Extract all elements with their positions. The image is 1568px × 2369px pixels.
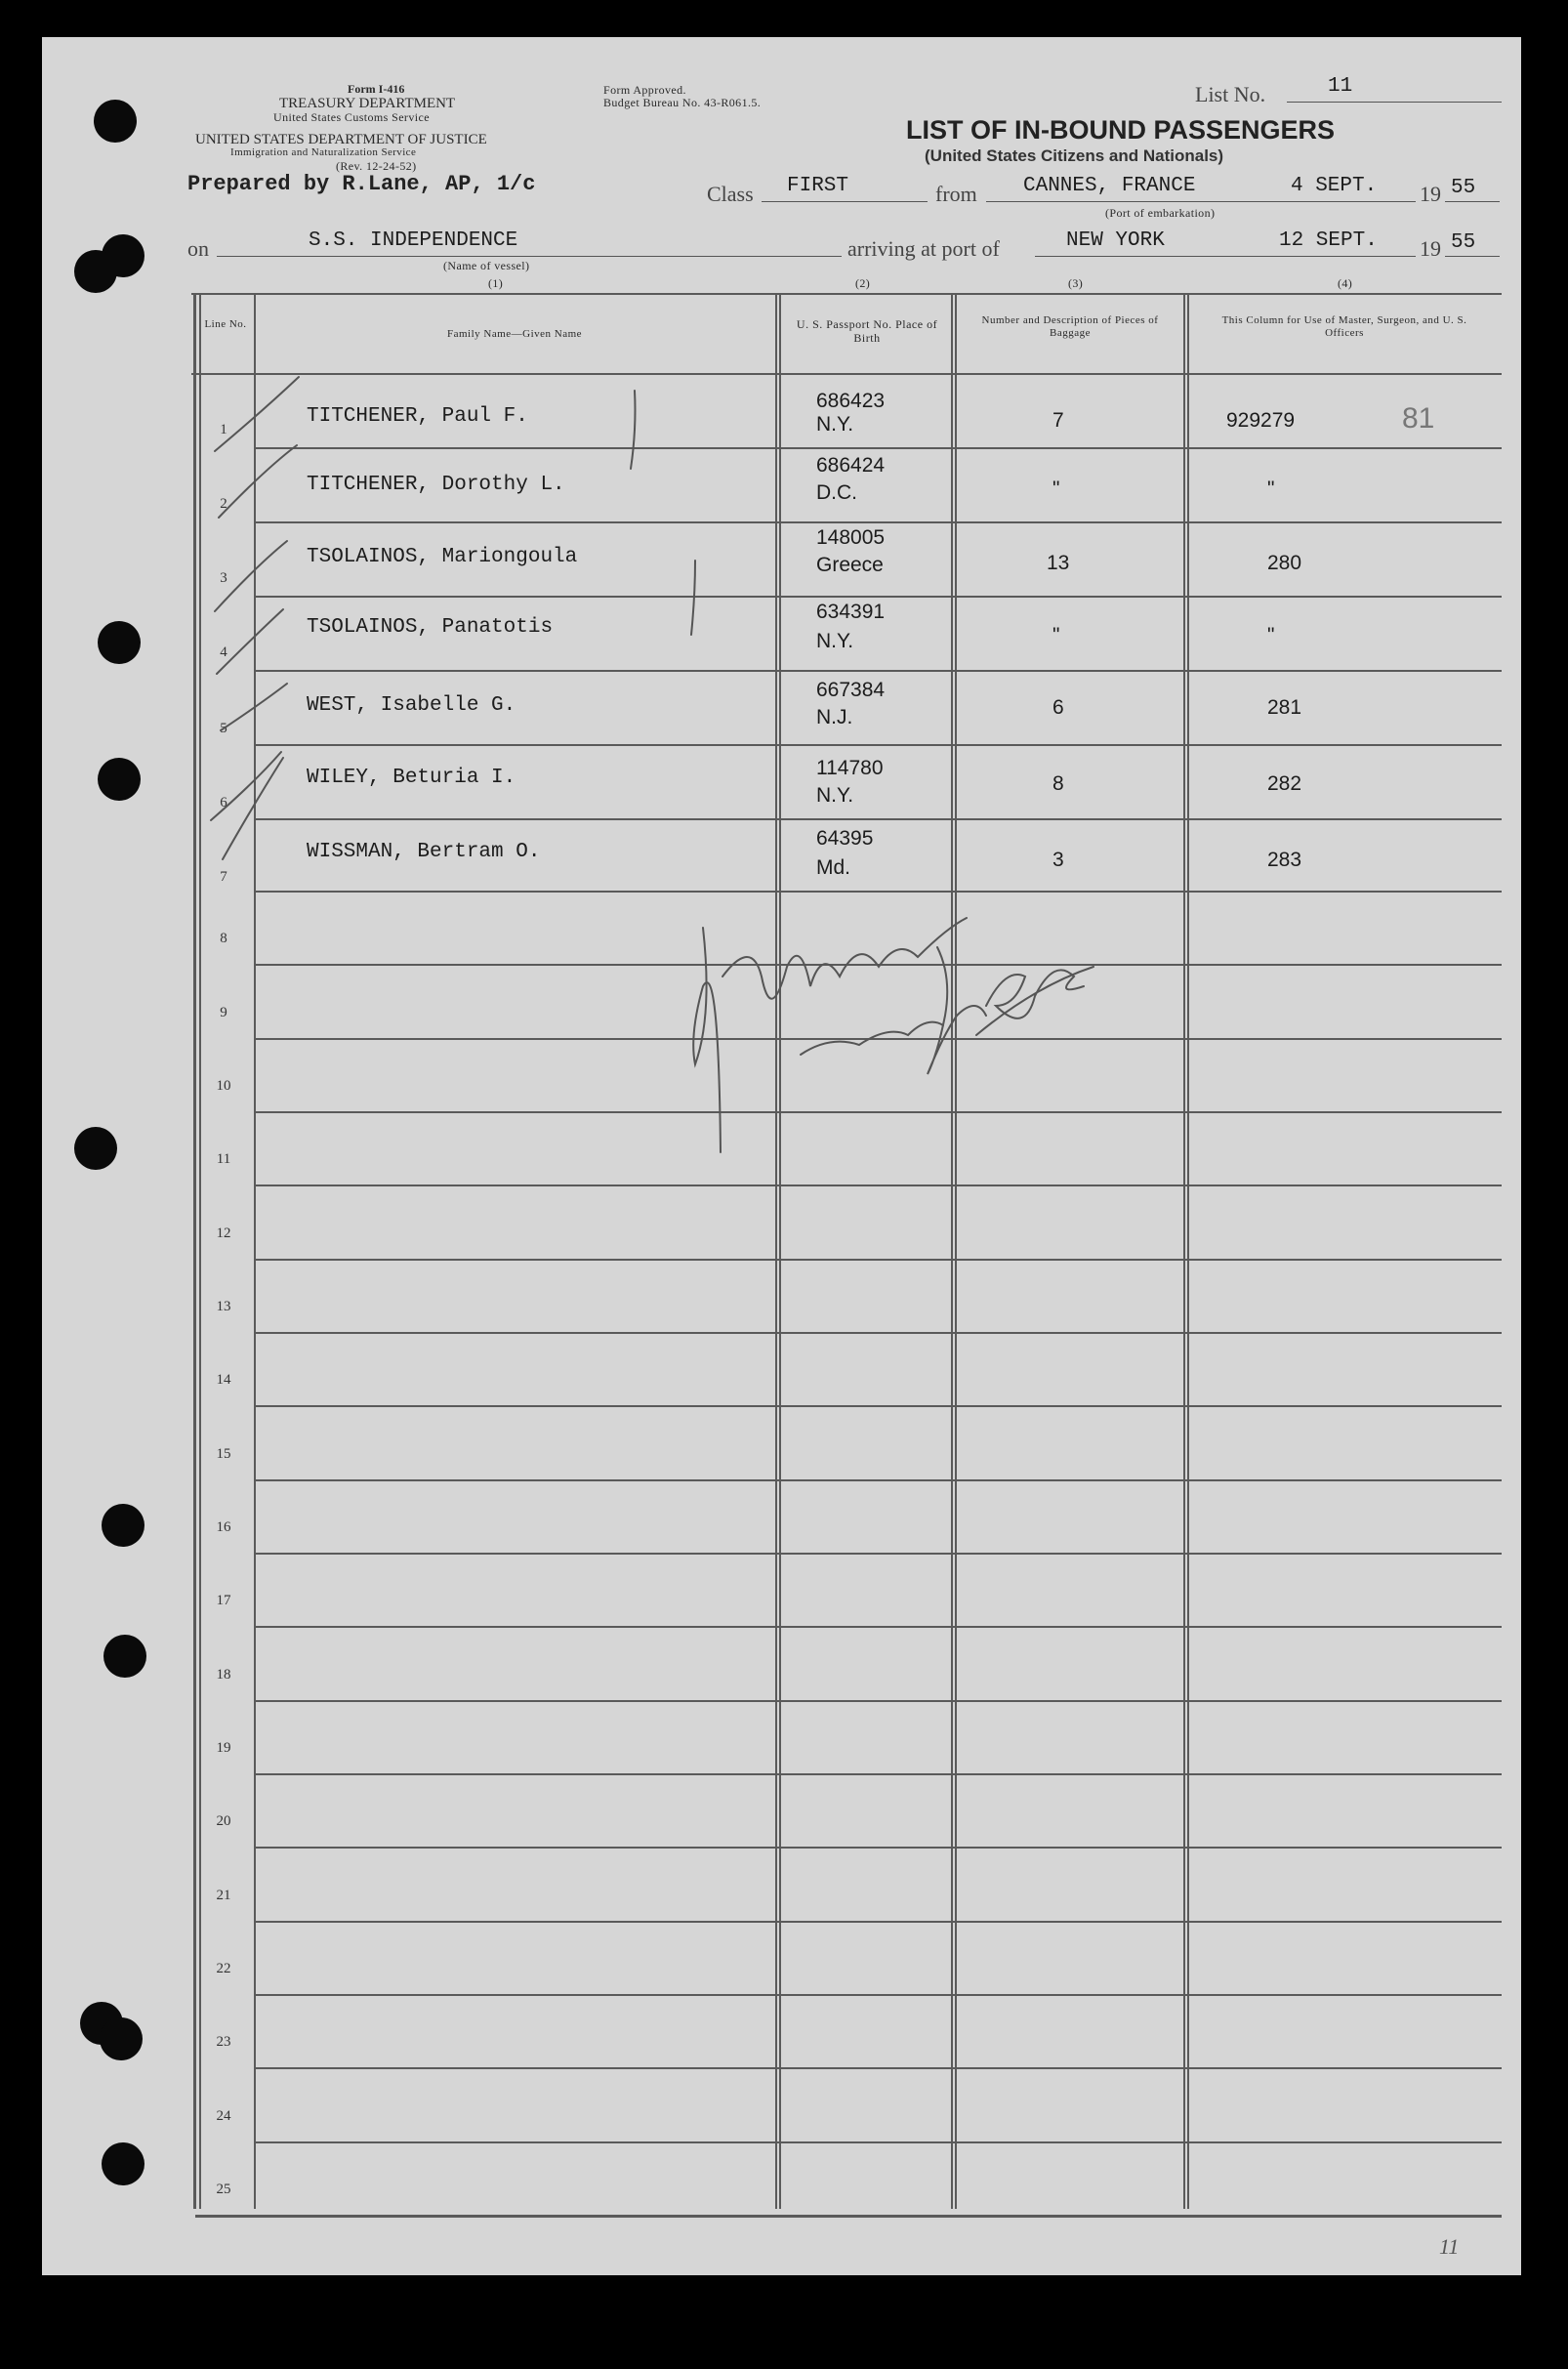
arrival-date: 12 SEPT. xyxy=(1279,229,1378,252)
officer-stamp: 81 xyxy=(1402,402,1435,435)
officer-number: 282 xyxy=(1267,772,1302,795)
passenger-name: TSOLAINOS, Panatotis xyxy=(307,616,554,639)
col-divider-line xyxy=(193,293,196,2209)
baggage-count: " xyxy=(1052,624,1060,646)
passport-number: 64395 xyxy=(816,827,874,850)
list-no-value: 11 xyxy=(1328,75,1353,98)
officer-number: " xyxy=(1267,624,1275,646)
officer-number: 283 xyxy=(1267,849,1302,871)
budget-bureau: Budget Bureau No. 43-R061.5. xyxy=(603,96,762,109)
row-divider xyxy=(254,1405,1502,1407)
row-divider xyxy=(254,964,1502,966)
year-underline xyxy=(1445,201,1500,202)
list-no-label: List No. xyxy=(1195,82,1266,106)
col-num-4: (4) xyxy=(1338,276,1353,290)
empty-line-number: 8 xyxy=(220,931,227,946)
empty-line-number: 22 xyxy=(216,1961,231,1976)
col-num-2: (2) xyxy=(855,276,871,290)
prepared-by: Prepared by R.Lane, AP, 1/c xyxy=(187,172,536,196)
baggage-count: " xyxy=(1052,478,1060,500)
class-value: FIRST xyxy=(787,175,849,197)
row-divider xyxy=(254,2067,1502,2069)
embark-port: CANNES, FRANCE xyxy=(1023,175,1196,197)
empty-line-number: 14 xyxy=(216,1372,231,1388)
empty-line-number: 21 xyxy=(216,1888,231,1903)
empty-line-number: 16 xyxy=(216,1519,231,1535)
ins-service: Immigration and Naturalization Service xyxy=(230,146,417,158)
passenger-name: TITCHENER, Paul F. xyxy=(307,405,528,428)
form-approved: Form Approved. xyxy=(603,83,686,97)
header-name: Family Name—Given Name xyxy=(446,328,583,340)
binder-hole xyxy=(98,621,141,664)
empty-line-number: 25 xyxy=(216,2182,231,2197)
row-divider xyxy=(254,1921,1502,1923)
vessel-caption: (Name of vessel) xyxy=(443,259,530,272)
revision-date: (Rev. 12-24-52) xyxy=(336,159,417,173)
passenger-name: TSOLAINOS, Mariongoula xyxy=(307,546,578,568)
officer-number: 281 xyxy=(1267,696,1302,719)
arrival-port: NEW YORK xyxy=(1066,229,1165,252)
passport-number: 667384 xyxy=(816,679,886,701)
header-line-no: Line No. xyxy=(204,318,247,330)
empty-line-number: 9 xyxy=(220,1005,227,1020)
table-top-border xyxy=(191,293,1502,295)
row-divider xyxy=(254,818,1502,820)
baggage-count: 3 xyxy=(1052,849,1064,871)
passport-number: 148005 xyxy=(816,526,886,549)
row-divider xyxy=(254,1479,1502,1481)
col-num-1: (1) xyxy=(488,276,504,290)
year-prefix-arrival: 19 xyxy=(1420,236,1441,261)
on-label: on xyxy=(187,236,209,261)
officer-number: 280 xyxy=(1267,552,1302,574)
class-underline xyxy=(762,201,928,202)
header-officers: This Column for Use of Master, Surgeon, and U. S. Officers xyxy=(1221,314,1467,339)
row-divider xyxy=(254,1038,1502,1040)
row-divider xyxy=(254,1700,1502,1702)
empty-line-number: 12 xyxy=(216,1226,231,1241)
embark-date: 4 SEPT. xyxy=(1291,175,1378,197)
row-divider xyxy=(254,1184,1502,1186)
officer-number: 929279 xyxy=(1226,409,1296,432)
empty-line-number: 20 xyxy=(216,1813,231,1829)
port-embark-caption: (Port of embarkation) xyxy=(1105,206,1216,220)
passport-number: 686424 xyxy=(816,454,886,477)
header-baggage: Number and Description of Pieces of Baggage xyxy=(981,314,1159,339)
birth-place: D.C. xyxy=(816,481,857,504)
line-number: 4 xyxy=(220,644,227,660)
row-divider xyxy=(254,891,1502,893)
arriving-label: arriving at port of xyxy=(847,236,1000,261)
passport-number: 634391 xyxy=(816,601,886,623)
arrival-underline xyxy=(1035,256,1416,257)
empty-line-number: 10 xyxy=(216,1078,231,1094)
baggage-count: 6 xyxy=(1052,696,1064,719)
row-divider xyxy=(254,1332,1502,1334)
document-title: LIST OF IN-BOUND PASSENGERS xyxy=(906,115,1336,145)
passenger-name: WISSMAN, Bertram O. xyxy=(307,841,541,863)
empty-line-number: 15 xyxy=(216,1446,231,1462)
header-bottom-border xyxy=(191,373,1502,375)
row-divider xyxy=(254,1773,1502,1775)
col-divider-line xyxy=(199,293,201,2209)
row-divider xyxy=(254,670,1502,672)
officer-number: " xyxy=(1267,478,1275,500)
empty-line-number: 18 xyxy=(216,1667,231,1683)
line-number: 6 xyxy=(220,795,227,810)
year-arrival: 55 xyxy=(1451,231,1476,254)
passenger-name: TITCHENER, Dorothy L. xyxy=(307,474,565,496)
birth-place: N.Y. xyxy=(816,784,854,807)
line-number: 7 xyxy=(220,869,227,885)
line-number: 1 xyxy=(220,422,227,437)
document-subtitle: (United States Citizens and Nationals) xyxy=(925,146,1224,165)
empty-line-number: 11 xyxy=(216,1151,231,1167)
table-bottom-border xyxy=(195,2215,1502,2218)
row-divider xyxy=(254,1111,1502,1113)
justice-department: UNITED STATES DEPARTMENT OF JUSTICE xyxy=(195,132,487,147)
row-divider xyxy=(254,1847,1502,1849)
row-divider xyxy=(254,744,1502,746)
form-number: Form I-416 xyxy=(348,82,405,96)
birth-place: Md. xyxy=(816,856,851,879)
row-divider xyxy=(254,521,1502,523)
binder-hole xyxy=(74,1127,117,1170)
from-label: from xyxy=(935,182,977,206)
col-num-3: (3) xyxy=(1068,276,1084,290)
binder-hole xyxy=(103,1635,146,1678)
page-mark: 11 xyxy=(1439,2234,1460,2259)
row-divider xyxy=(254,1553,1502,1555)
row-divider xyxy=(254,1626,1502,1628)
birth-place: Greece xyxy=(816,554,884,576)
line-number: 5 xyxy=(220,721,227,736)
year-arrival-underline xyxy=(1445,256,1500,257)
baggage-count: 8 xyxy=(1052,772,1064,795)
year-from: 55 xyxy=(1451,177,1476,199)
binder-hole xyxy=(74,250,117,293)
empty-line-number: 17 xyxy=(216,1593,231,1608)
passenger-name: WEST, Isabelle G. xyxy=(307,694,516,717)
passport-number: 114780 xyxy=(816,757,884,779)
line-number: 2 xyxy=(220,496,227,512)
line-number: 3 xyxy=(220,570,227,586)
class-label: Class xyxy=(707,182,754,206)
passport-number: 686423 xyxy=(816,390,886,412)
baggage-count: 7 xyxy=(1052,409,1064,432)
treasury-department: TREASURY DEPARTMENT xyxy=(279,96,456,111)
birth-place: N.J. xyxy=(816,706,853,728)
row-divider xyxy=(254,1259,1502,1261)
vessel-underline xyxy=(217,256,842,257)
from-underline xyxy=(986,201,1416,202)
header-passport: U. S. Passport No. Place of Birth xyxy=(796,317,938,345)
vessel-name: S.S. INDEPENDENCE xyxy=(309,229,518,252)
row-divider xyxy=(254,596,1502,598)
empty-line-number: 23 xyxy=(216,2034,231,2050)
customs-service: United States Customs Service xyxy=(273,110,430,124)
binder-hole xyxy=(94,100,137,143)
row-divider xyxy=(254,1994,1502,1996)
binder-hole xyxy=(102,2142,144,2185)
year-prefix: 19 xyxy=(1420,182,1441,206)
passenger-name: WILEY, Beturia I. xyxy=(307,767,516,789)
row-divider xyxy=(254,447,1502,449)
list-no-underline xyxy=(1287,102,1502,103)
binder-hole xyxy=(100,2017,143,2060)
empty-line-number: 13 xyxy=(216,1299,231,1314)
binder-hole xyxy=(98,758,141,801)
baggage-count: 13 xyxy=(1047,552,1070,574)
birth-place: N.Y. xyxy=(816,413,854,436)
binder-hole xyxy=(102,1504,144,1547)
empty-line-number: 24 xyxy=(216,2108,231,2124)
empty-line-number: 19 xyxy=(216,1740,231,1756)
birth-place: N.Y. xyxy=(816,630,854,652)
row-divider xyxy=(254,2141,1502,2143)
